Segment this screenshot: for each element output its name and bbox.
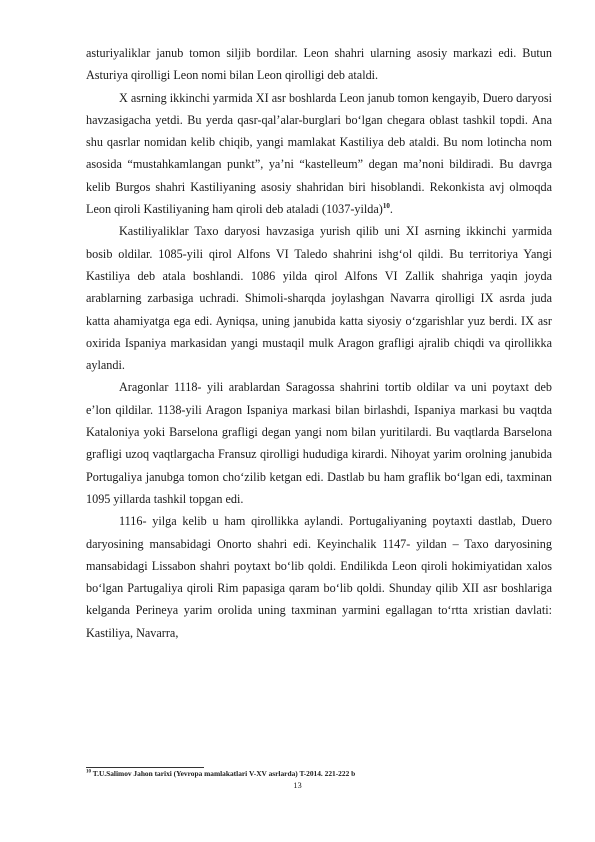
- paragraph-2-text: X asrning ikkinchi yarmida XI asr boshlarda Leon janub tomon kengayib, Duero daryosi havzasigacha yetdi. Bu yerda qasr-qal’alar-burglari bo‘lgan chegara oblast tashkil topdi. Ana shu qasrlar nomidan kelib chiqib, yangi mamlakat Kastiliya deb ataldi. Bu nom lotincha nom asosida “mustahkamlangan punkt”, ya’ni “kastelleum” degan ma’noni bildiradi. Bu davrga kelib Burgos shahri Kastiliyaning asosiy shahridan biri hisoblandi. Rekonkista avj olmoqda Leon qiroli Kastiliyaning ham qiroli deb ataladi (1037-yilda): [86, 90, 552, 217]
- paragraph-1: [86, 42, 552, 87]
- paragraph-5: [86, 510, 552, 644]
- paragraph-3-text: Kastiliyaliklar Taxo daryosi havzasiga yurish qilib uni XI asrning ikkinchi yarmida bosib oldilar. 1085-yili qirol Alfons VI Taledo shahrini ishg‘ol qildi. Bu territoriya Yangi Kastiliya deb atala boshlandi. 1086 yilda qirol Alfons VI Zallik shahriga yaqin joyda arablarning zarbasiga uchradi. Shimoli-sharqda joylashgan Navarra qirolligi IX asrda juda katta ahamiyatga ega edi. Ayniqsa, uning janubida katta siyosiy o‘zgarishlar yuz berdi. IX asr oxirida Ispaniya markasidan yangi mustaqil mulk Aragon grafligi ajralib chiqdi va qirollikka aylandi.: [86, 224, 552, 373]
- paragraph-2-end: .: [389, 202, 393, 217]
- paragraph-4: [86, 376, 552, 510]
- body-text: [86, 42, 552, 644]
- paragraph-2: [86, 87, 552, 221]
- page-number: 13: [293, 780, 302, 790]
- footnote-divider: [86, 767, 204, 768]
- paragraph-3: [86, 220, 552, 376]
- paragraph-5-text: 1116- yilga kelib u ham qirollikka aylandi. Portugaliyaning poytaxti dastlab, Duero daryosining mansabidagi Onorto shahri edi. Keyinchalik 1147- yildan – Taxo daryosining mansabidagi Lissabon shahri poytaxt bo‘lib qoldi. Endilikda Leon qiroli hokimiyatidan xalos bo‘lgan Partugaliya qiroli Rim papasiga qaram bo‘lib qoldi. Shunday qilib XII asr boshlariga kelganda Perineya yarim orolida uning taxminan yarmini egallagan to‘rtta xristian davlati: Kastiliya, Navarra,: [86, 514, 552, 640]
- paragraph-4-text: Aragonlar 1118- yili arablardan Saragossa shahrini tortib oldilar va uni poytaxt deb e’lon qildilar. 1138-yili Aragon Ispaniya markasi bilan birlashdi, Ispaniya markasi bu vaqtda Kataloniya yoki Barselona grafligi degan yangi nom bilan yuritilardi. Bu vaqtlarda Barselona grafligi uzoq vaqtlargacha Fransuz qirolligi hududiga kirardi. Nihoyat yarim orolning janubida Portugaliya janubga tomon cho‘zilib ketgan edi. Dastlab bu ham graflik bo‘lgan edi, taxminan 1095 yillarda tashkil topgan edi.: [86, 380, 552, 506]
- footnote: [86, 769, 552, 779]
- footnote-ref[interactable]: 10: [382, 202, 390, 211]
- footnote-text: T.U.Salimov Jahon tarixi (Yevropa mamlakatlari V-XV asrlarda) T-2014. 221-222 b: [91, 769, 356, 778]
- paragraph-1-text: asturiyaliklar janub tomon siljib bordilar. Leon shahri ularning asosiy markazi edi. Butun Asturiya qirolligi Leon nomi bilan Leon qirolligi deb ataldi.: [86, 46, 552, 83]
- footnote-marker: 10: [86, 769, 91, 775]
